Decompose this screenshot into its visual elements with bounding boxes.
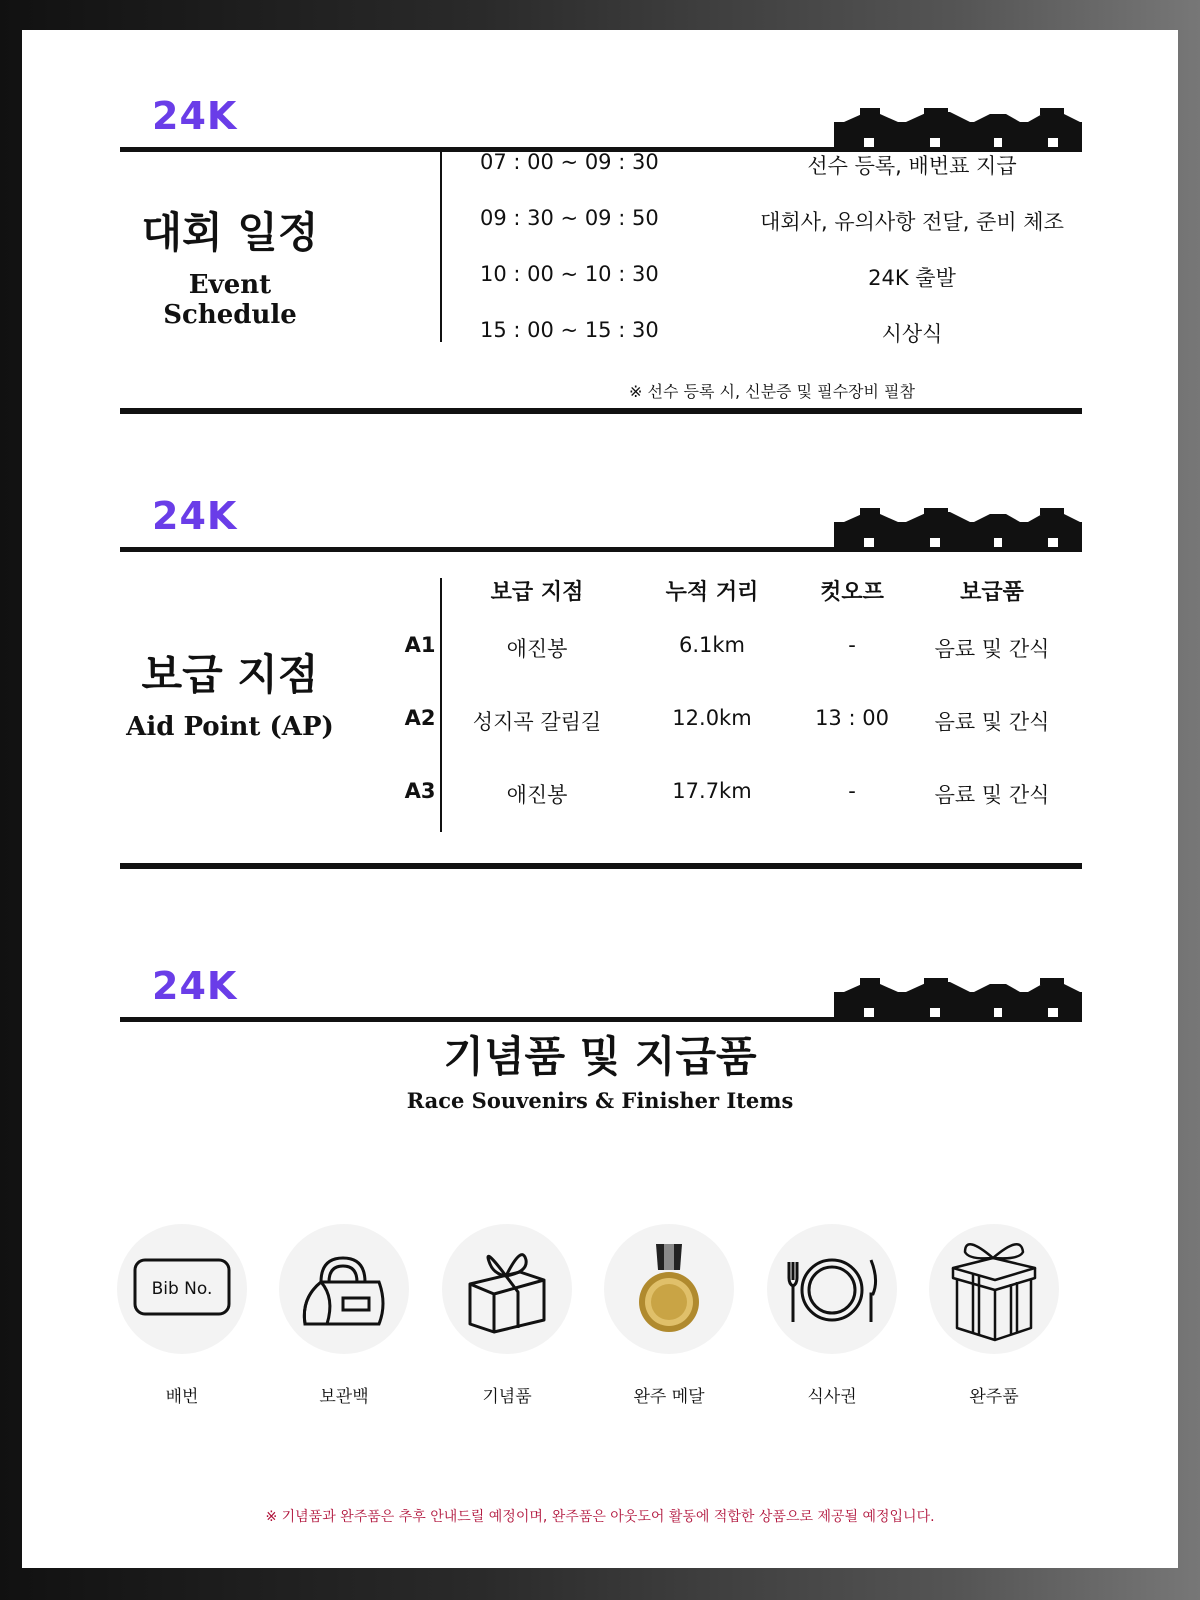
aid-row-point: 애진봉 bbox=[506, 637, 568, 661]
aid-header-point: 보급 지점 bbox=[490, 580, 584, 605]
aid-row-id: A2 bbox=[404, 706, 436, 730]
section-header-souvenirs bbox=[120, 950, 1082, 1022]
aid-header-cutoff: 컷오프 bbox=[820, 580, 884, 605]
medal-icon-circle bbox=[604, 1224, 734, 1354]
aid-row-cutoff: 13 : 00 bbox=[815, 706, 889, 730]
schedule-time: 09 : 30 ~ 09 : 50 bbox=[480, 206, 659, 230]
aid-row-supply: 음료 및 간식 bbox=[934, 710, 1050, 734]
section-rule bbox=[120, 547, 1082, 552]
schedule-title-en: Event Schedule bbox=[163, 270, 297, 330]
aid-row-point: 애진봉 bbox=[506, 783, 568, 807]
aid-row-cutoff: - bbox=[848, 779, 856, 803]
aid-row-id: A3 bbox=[404, 779, 436, 803]
finisher-icon-circle bbox=[929, 1224, 1059, 1354]
schedule-desc: 시상식 bbox=[881, 322, 943, 346]
fortress-skyline-icon bbox=[834, 508, 1082, 552]
section-divider bbox=[120, 863, 1082, 869]
gift-icon-circle bbox=[442, 1224, 572, 1354]
bib-icon-circle bbox=[117, 1224, 247, 1354]
aid-row-point: 성지곡 갈림길 bbox=[472, 710, 602, 734]
souvenir-title: 기념품 및 지급품 bbox=[443, 1032, 757, 1081]
medal-icon bbox=[604, 1224, 734, 1354]
schedule-desc: 선수 등록, 배번표 지급 bbox=[807, 154, 1017, 178]
aid-title-en: Aid Point (AP) bbox=[126, 712, 334, 742]
schedule-desc: 대회사, 유의사항 전달, 준비 체조 bbox=[760, 210, 1064, 234]
aid-header-supply: 보급품 bbox=[960, 580, 1024, 605]
item-label-bib: 배번 bbox=[165, 1387, 199, 1407]
plate-cutlery-icon bbox=[767, 1224, 897, 1354]
bib-icon bbox=[117, 1224, 247, 1354]
souvenir-note: ※ 기념품과 완주품은 추후 안내드릴 예정이며, 완주품은 아웃도어 활동에 적합한 상품으로 제공될 예정입니다. bbox=[265, 1509, 935, 1525]
fortress-skyline-icon bbox=[834, 108, 1082, 152]
item-label-finisher: 완주품 bbox=[969, 1387, 1019, 1407]
section-divider bbox=[120, 408, 1082, 414]
section-rule bbox=[120, 1017, 1082, 1022]
item-label-bag: 보관백 bbox=[319, 1387, 369, 1407]
schedule-note: ※ 선수 등록 시, 신분증 및 필수장비 필참 bbox=[629, 382, 915, 401]
item-label-medal: 완주 메달 bbox=[633, 1387, 705, 1407]
fortress-skyline-icon bbox=[834, 978, 1082, 1022]
aid-row-distance: 12.0km bbox=[672, 706, 752, 730]
brand-logo-text: 24K bbox=[152, 94, 238, 138]
bib-icon-text: Bib No. bbox=[151, 1279, 213, 1299]
aid-row-supply: 음료 및 간식 bbox=[934, 637, 1050, 661]
schedule-desc: 24K 출발 bbox=[868, 266, 956, 290]
section-header-schedule bbox=[120, 80, 1082, 152]
duffel-bag-icon bbox=[279, 1224, 409, 1354]
section-header-aid bbox=[120, 480, 1082, 552]
schedule-title: 대회 일정 bbox=[141, 208, 319, 257]
schedule-time: 10 : 00 ~ 10 : 30 bbox=[480, 262, 659, 286]
item-label-meal: 식사권 bbox=[807, 1387, 857, 1407]
souvenir-title-en: Race Souvenirs & Finisher Items bbox=[406, 1088, 794, 1113]
aid-row-supply: 음료 및 간식 bbox=[934, 783, 1050, 807]
aid-row-cutoff: - bbox=[848, 633, 856, 657]
brand-logo-text: 24K bbox=[152, 964, 238, 1008]
aid-title: 보급 지점 bbox=[141, 650, 319, 699]
aid-row-id: A1 bbox=[404, 633, 436, 657]
finisher-gift-icon bbox=[929, 1224, 1059, 1354]
aid-row-distance: 6.1km bbox=[678, 633, 745, 657]
schedule-time: 07 : 00 ~ 09 : 30 bbox=[480, 150, 659, 174]
item-label-gift: 기념품 bbox=[482, 1387, 532, 1407]
aid-row-distance: 17.7km bbox=[672, 779, 752, 803]
bag-icon-circle bbox=[279, 1224, 409, 1354]
gift-box-icon bbox=[442, 1224, 572, 1354]
poster-page bbox=[22, 30, 1178, 1568]
meal-icon-circle bbox=[767, 1224, 897, 1354]
divider-line bbox=[440, 150, 442, 342]
brand-logo-text: 24K bbox=[152, 494, 238, 538]
aid-header-distance: 누적 거리 bbox=[665, 580, 759, 605]
schedule-time: 15 : 00 ~ 15 : 30 bbox=[480, 318, 659, 342]
